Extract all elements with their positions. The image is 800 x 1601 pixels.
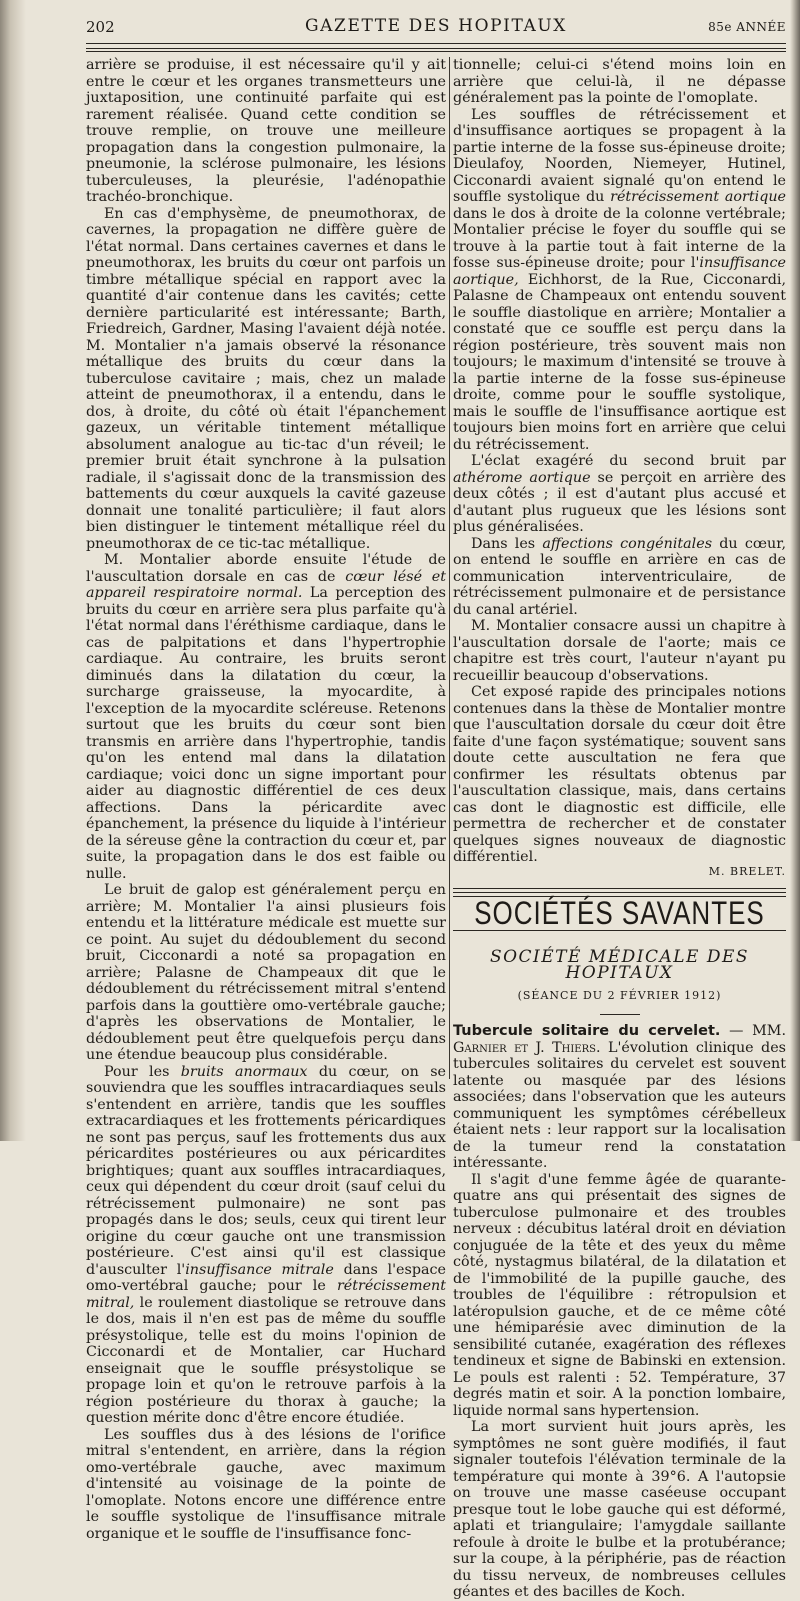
journal-title: GAZETTE DES HOPITAUX — [304, 16, 567, 36]
paragraph: Les souffles dus à des lésions de l'orifice mitral s'entendent, en arrière, dans la région omo-vertébrale gauche, avec maximum d'intensité au voisinage de la pointe de l'omoplate. Notons encore une différence entre le souffle systolique de l'insuffisance mitrale organique et le souffle de l'insuffisance fonc- — [86, 1426, 446, 1542]
paragraph: arrière se produise, il est nécessaire qu'il y ait entre le cœur et les organes transmetteurs une juxtaposition, une continuité parfaite qui est rarement réalisée. Quand cette condition se trouve remplie, on trouve une meilleure propagation dans la congestion pulmonaire, la pneumonie, la sclérose pulmonaire, les lésions tuberculeuses, la pleurésie, l'adénopathie trachéo-bronchique. — [86, 57, 446, 205]
left-column — [86, 57, 446, 1542]
society-name: SOCIÉTÉ MÉDICALE DES HOPITAUX — [489, 946, 750, 983]
header-double-rule — [86, 43, 786, 49]
paragraph: En cas d'emphysème, de pneumothorax, de cavernes, la propagation ne diffère guère de l'état normal. Dans certaines cavernes et dans le pneumothorax, les bruits du cœur ont parfois un timbre métallique spécial en rapport avec la quantité d'air contenue dans les cavités; cette dernière particularité est intéressante; Barth, Friedreich, Gardner, Masing l'avaient déjà notée. M. Montalier n'a jamais observé la résonance métallique des bruits du cœur dans la tuberculose cavitaire ; mais, chez un malade atteint de pneumothorax, il a entendu, dans le dos, à droite, du côté où était l'épanchement gazeux, un véritable tintement métallique absolument analogue au tic-tac d'un réveil; le premier bruit était synchrone à la pulsation radiale, il s'agissait donc de la transmission des battements du cœur auxquels la cavité gazeuse donnait une tonalité particulière; il faut alors bien distinguer le tintement métallique réel du pneumothorax de ce tic-tac métallique. — [86, 205, 446, 552]
paragraph: La mort survient huit jours après, les symptômes ne sont guère modifiés, il faut signaler toutefois l'élévation terminale de la température qui monte à 39°6. A l'autopsie on trouve une masse caséeuse occupant presque tout le lobe gauche qui est déformé, aplati et triangulaire; l'amygdale saillante refoule à droite le bulbe et la protubérance; sur la coupe, à la périphérie, pas de réaction du tissu nerveux, de nombreuses cellules géantes et des bacilles de Koch. — [453, 1419, 786, 1600]
volume-year: 85e ANNÉE — [708, 20, 786, 34]
page-edge-shadow — [790, 0, 800, 1141]
paragraph: Les souffles de rétrécissement et d'insuffisance aortiques se propagent à la partie interne de la fosse sus-épineuse droite; Dieulafoy, Noorden, Niemeyer, Hutinel, Cicconardi avaient signalé qu'on entend le souffle systolique du rétrécissement aortique dans le dos à droite de la colonne vertébrale; Montalier précise le foyer du souffle qui se trouve à la partie tout à fait interne de la fosse sus-épineuse droite; pour l'insuffisance aortique, Eichhorst, de la Rue, Cicconardi, Palasne de Champeaux ont entendu souvent le souffle diastolique en arrière; Montalier a constaté que ce souffle est perçu dans la région postérieure, très souvent mais non toujours; le maximum d'intensité se trouve à la partie interne de la fosse sus-épineuse droite, comme pour le souffle systolique, mais le souffle de l'insuffisance aortique est toujours bien moins fort en arrière que celui du rétrécissement. — [453, 106, 787, 453]
author-signature: M. BRELET. — [708, 864, 786, 878]
paragraph: L'éclat exagéré du second bruit par athérome aortique se perçoit en arrière des deux côtés ; il est d'autant plus accusé et d'autant plus rugueux que les lésions sont plus généralisées. — [453, 453, 786, 535]
article-authors: — MM. Garnier et J. Thiers. — [453, 1023, 786, 1056]
right-column — [453, 57, 786, 1601]
page-number: 202 — [86, 18, 115, 36]
paragraph: M. Montalier consacre aussi un chapitre à l'auscultation dorsale de l'aorte; mais ce chapitre est très court, l'auteur n'ayant pu recueillir beaucoup d'observations. — [453, 618, 786, 684]
paragraph: Le bruit de galop est généralement perçu en arrière; M. Montalier l'a ainsi plusieurs fois entendu et la littérature médicale est muette sur ce point. Au sujet du dédoublement du second bruit, Cicconardi a noté sa propagation en arrière; Palasne de Champeaux dit que le dédoublement du rétrécissement mitral s'entend parfois dans la gouttière omo-vertébrale gauche; d'après les observations de Montalier, le dédoublement peut être quelquefois perçu dans une étendue beaucoup plus considérable. — [86, 882, 446, 1063]
running-header — [86, 14, 786, 38]
section-double-rule — [453, 888, 786, 893]
paragraph: Il s'agit d'une femme âgée de quarante-quatre ans qui présentait des signes de tuberculose pulmonaire et des troubles nerveux : décubitus latéral droit en déviation conjuguée de la tête et des yeux du même côté, nystagmus bilatéral, de la dilatation et de l'immobilité de la pupille gauche, des troubles de l'équilibre : rétropulsion et latéropulsion gauche, et de ce même côté une hémiparésie avec diminution de la sensibilité cutanée, exagération des réflexes tendineux et signe de Babinski en extension. Le pouls est ralenti : 52. Température, 37 degrés matin et soir. A la ponction lombaire, liquide normal sans hypertension. — [453, 1171, 786, 1419]
paragraph: Dans les affections congénitales du cœur, on entend le souffle en arrière en cas de communication interventriculaire, de rétrécissement pulmonaire et de persistance du canal artériel. — [453, 535, 786, 618]
column-divider — [449, 57, 450, 1079]
header-thin-rule — [86, 51, 786, 52]
paragraph: tionnelle; celui-ci s'étend moins loin en arrière que celui-là, il ne dépasse généralement pas la pointe de l'omoplate. — [453, 57, 786, 106]
short-separator — [600, 1014, 640, 1015]
article-title: Tubercule solitaire du cervelet. — [453, 1023, 721, 1039]
article-paragraph: Tubercule solitaire du cervelet. — MM. Garnier et J. Thiers. L'évolution clinique des tubercules solitaires du cervelet est souvent latente ou masquée par des lésions associées; dans l'observation que les auteurs communiquent les symptômes cérébelleux étaient nets : leur rapport sur la localisation de la tumeur rend la constatation intéressante. — [453, 1023, 786, 1171]
paragraph: Pour les bruits anormaux du cœur, on se souviendra que les souffles intracardiaques seuls s'entendent en arrière, tandis que les souffles extracardiaques et les frottements péricardiques ne sont pas perçus, sauf les frottements dus aux péricardites postérieures ou aux péricardites brightiques; quant aux souffles intracardiaques, ceux qui dépendent du cœur droit (sauf celui du rétrécissement pulmonaire) ne sont pas propagés dans le dos; seuls, ceux qui tirent leur origine du cœur gauche ont une transmission postérieure. C'est ainsi qu'il est classique d'ausculter l'insuffisance mitrale dans l'espace omo-vertébral gauche; pour le rétrécissement mitral, le roulement diastolique se retrouve dans le dos, mais il n'en est pas de même du souffle présystolique, telle est du moins l'opinion de Cicconardi et de Montalier, car Huchard enseignait que le souffle présystolique se propage loin et qu'on le retrouve parfois à la région postérieure du thorax à gauche; la question mérite donc d'être encore étudiée. — [86, 1063, 447, 1426]
section-heading: SOCIÉTÉS SAVANTES — [474, 894, 765, 932]
page-binding-shadow — [0, 0, 26, 1141]
paragraph: Cet exposé rapide des principales notions contenues dans la thèse de Montalier montre que l'auscultation dorsale du cœur doit être faite d'une façon systématique; souvent sans doute cette auscultation ne fera que confirmer les résultats obtenus par l'auscultation classique, mais, dans certains cas dont le diagnostic est difficile, elle permettra de rechercher et de constater quelques signes nouveaux de diagnostic différentiel. — [453, 684, 786, 865]
session-date: (SÉANCE DU 2 FÉVRIER 1912) — [517, 988, 722, 1002]
paragraph: M. Montalier aborde ensuite l'étude de l'auscultation dorsale en cas de cœur lésé et appareil respiratoire normal. La perception des bruits du cœur en arrière sera plus parfaite qu'à l'état normal dans l'éréthisme cardiaque, dans le cas de palpitations et dans l'hypertrophie cardiaque. Au contraire, les bruits seront diminués dans la dilatation du cœur, la surcharge graisseuse, la myocardite, à l'exception de la myocardite scléreuse. Retenons surtout que les bruits du cœur sont bien transmis en arrière dans l'hypertrophie, tandis qu'on les entend mal dans la dilatation cardiaque; voici donc un signe important pour aider au diagnostic différentiel de ces deux affections. Dans la péricardite avec épanchement, la présence du liquide à l'intérieur de la séreuse gêne la contraction du cœur et, par suite, la propagation dans le dos est faible ou nulle. — [86, 552, 447, 882]
